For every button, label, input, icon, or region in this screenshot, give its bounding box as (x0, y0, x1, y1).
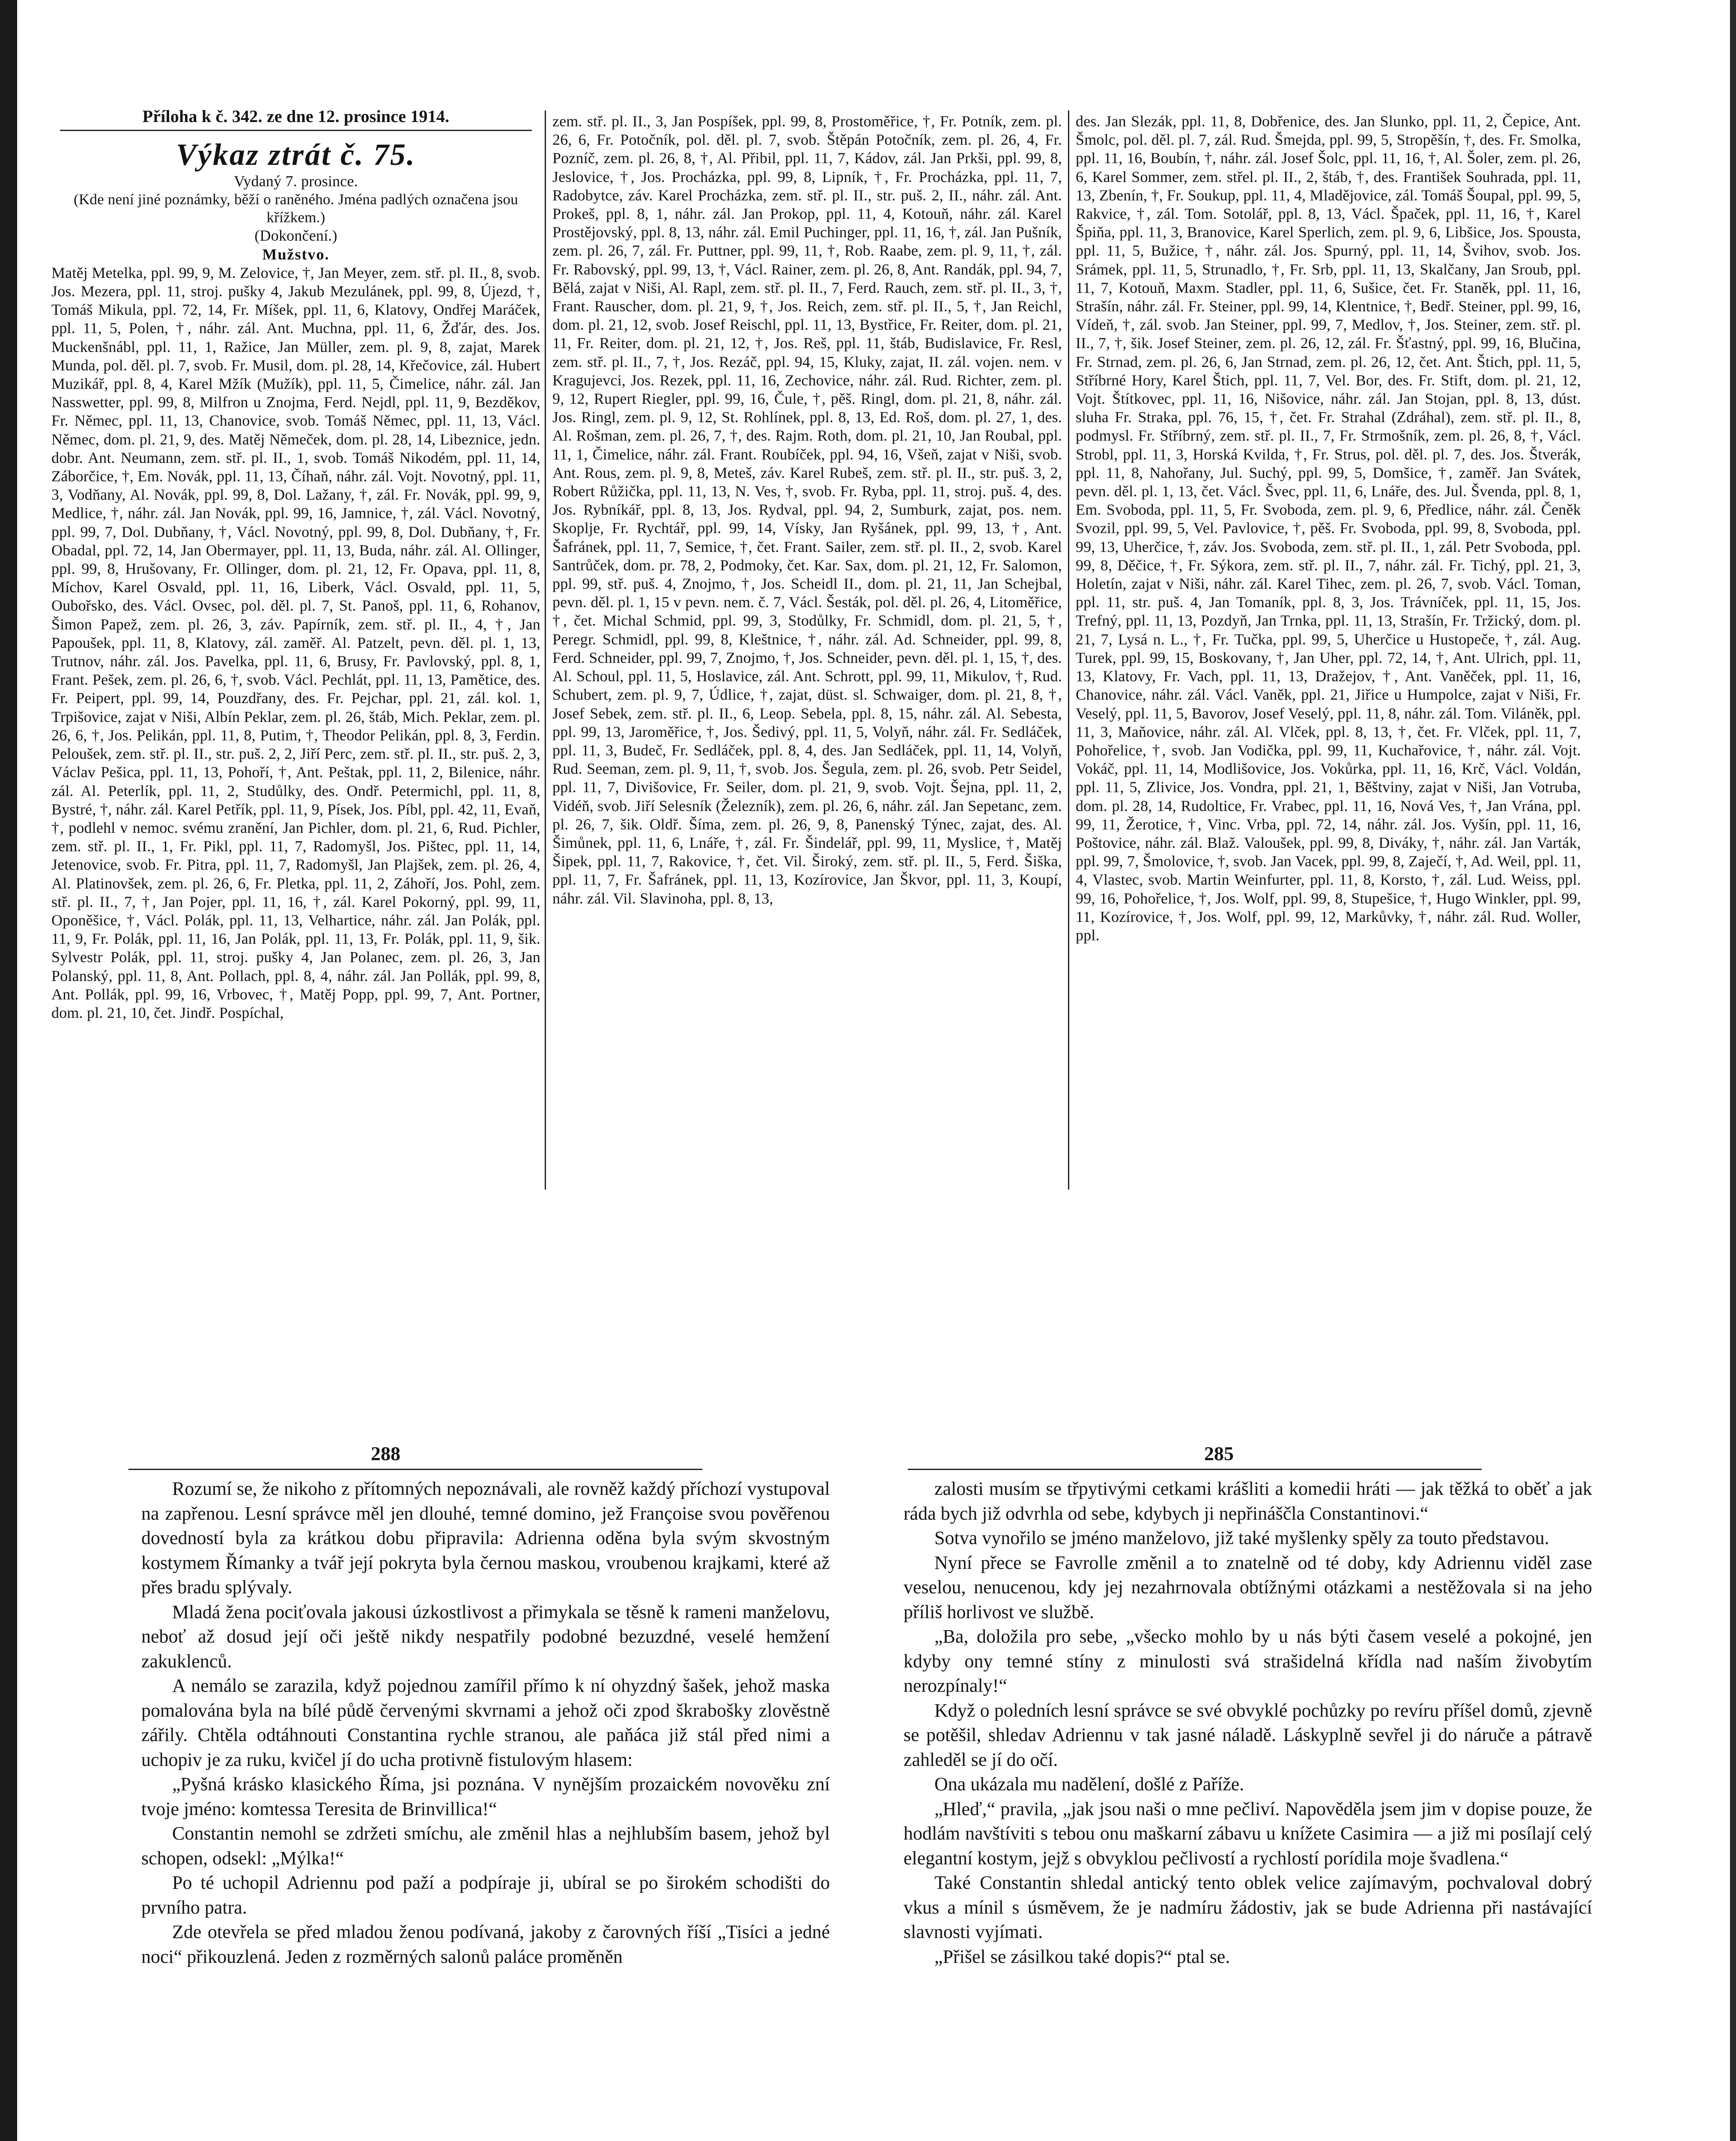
page-title: Výkaz ztrát č. 75. (176, 137, 416, 172)
novel-paragraph: Constantin nemohl se zdržeti smíchu, ale změnil hlas a nejhlubším basem, jehož byl schopen, odsekl: „Mýlka!“ (141, 1823, 830, 1869)
novel-paragraph: Sotva vynořilo se jméno manželovo, již také myšlenky spěly za touto představou. (934, 1527, 1549, 1548)
novel-paragraph: „Pyšná krásko klasického Říma, jsi poznána. V nynějším prozaickém novověku zní tvoje jméno: komtessa Teresita de Brinvillica!“ (141, 1774, 830, 1819)
list-column-1 (51, 107, 540, 1186)
continuation-note: (Dokončení.) (254, 227, 337, 245)
novel-paragraph: Rozumí se, že nikoho z přítomných nepoznávali, ale rovněž každý příchozí vystupoval na zapřenou. Lesní správce měl jen dlouhé, temné domino, jež Françoise svou pověřenou dovedností byla za krátkou dobu připravila: Adrienna oděna byla svým skvostným kostymem Římanky a tvář její pokryta byla černou maskou, vroubenou krajkami, které až přes bradu splývaly. (141, 1478, 830, 1598)
legend-note: (Kde není jiné poznámky, běží o raněného. Jména padlých označena jsou křížkem.) (74, 191, 518, 226)
novel-column-left (141, 1476, 830, 2141)
novel-paragraph: „Ba, doložila pro sebe, „všecko mohlo by u nás býti časem veselé a pokojné, jen kdyby ony temné stíny z minulosti svá strašidelná křídla nad naším živobytím nerozpínaly!“ (904, 1626, 1592, 1696)
casualty-list-text: zem. stř. pl. II., 3, Jan Pospíšek, ppl. 99, 8, Prostoměřice, †, Fr. Potník, zem. pl. 26, 6, Fr. Potočník, pol. děl. pl. 7, svob. Štěpán Potočník, zem. pl. 26, 4, Fr. Pozníč, zem. pl. 26, 8, †, Al. Přibil, ppl. 11, 7, Kádov, zál. Jan Prkši, ppl. 99, 8, Jeslovice, †, Jos. Procházka, ppl. 99, 8, Lipník, †, Fr. Procházka, ppl. 11, 7, Radobytce, záv. Karel Procházka, zem. stř. pl. II., str. puš. 2, II., náhr. zál. Ant. Prokeš, ppl. 8, 1, náhr. zál. Jan Prokop, ppl. 11, 4, Kotouň, náhr. zál. Karel Prostějovský, ppl. 8, 13, náhr. zál. Emil Puchinger, ppl. 11, 16, †, zál. Jan Pušník, zem. pl. 26, 7, zál. Fr. Puttner, ppl. 99, 11, †, Rob. Raabe, zem. pl. 9, 11, †, zál. Fr. Rabovský, ppl. 99, 13, †, Václ. Rainer, zem. pl. 26, 8, Ant. Randák, ppl. 94, 7, Bělá, zajat v Niši, Al. Rapl, zem. stř. pl. II., 7, Ferd. Rauch, zem. stř. pl. II., 3, †, Frant. Rauscher, dom. pl. 21, 9, †, Jos. Reich, zem. stř. pl. II., 5, †, Jan Reichl, dom. pl. 21, 12, svob. Josef Reischl, ppl. 11, 13, Bystřice, Fr. Reiter, dom. pl. 21, 11, Fr. Reiter, dom. pl. 21, 12, †, Jos. Reš, ppl. 11, štáb, Budislavice, Fr. Resl, zem. stř. pl. II., 7, †, Jos. Rezáč, ppl. 94, 15, Kluky, zajat, II. zál. vojen. nem. v Kragujevci, Jos. Rezek, ppl. 11, 16, Zechovice, náhr. zál. Rud. Richter, zem. pl. 9, 12, Rupert Riegler, ppl. 99, 16, Čule, †, pěš. Ringl, dom. pl. 21, 8, náhr. zál. Jos. Ringl, zem. pl. 9, 12, St. Rohlínek, ppl. 8, 13, Ed. Roš, dom. pl. 27, 1, des. Al. Rošman, zem. pl. 26, 7, †, des. Rajm. Roth, dom. pl. 21, 10, Jan Roubal, ppl. 11, 1, Čimelice, náhr. zál. Frant. Roubíček, ppl. 94, 16, Všeň, zajat v Niši, svob. Ant. Rous, zem. pl. 9, 8, Meteš, záv. Karel Rubeš, zem. stř. pl. II., str. puš. 3, 2, Robert Růžička, ppl. 11, 13, N. Ves, †, svob. Fr. Ryba, ppl. 11, stroj. puš. 4, des. Jos. Rybníkář, ppl. 8, 13, Jos. Rydval, ppl. 94, 2, Sumburk, zajat, pos. nem. Skoplje, Fr. Rychtář, ppl. 99, 14, Vísky, Jan Ryšánek, ppl. 99, 13, †, Ant. Šafránek, ppl. 11, 7, Semice, †, čet. Frant. Sailer, zem. stř. pl. II., 2, svob. Karel Santrůček, dom. pr. 78, 2, Podmoky, čet. Kar. Sax, dom. pl. 21, 12, Fr. Salomon, ppl. 99, stř. puš. 4, Znojmo, †, Jos. Scheidl II., dom. pl. 21, 11, Jan Schejbal, pevn. děl. pl. 1, 15 v pevn. nem. č. 7, Václ. Šesták, pol. děl. pl. 26, 4, Litoměřice, †, čet. Michal Schmid, ppl. 99, 3, Stodůlky, Fr. Schmidl, dom. pl. 21, 5, †, Peregr. Schmidl, ppl. 99, 8, Kleštnice, †, náhr. zál. Ad. Schneider, ppl. 99, 8, Ferd. Schneider, ppl. 99, 7, Znojmo, †, Jos. Schneider, pevn. děl. pl. 1, 15, †, des. Al. Schoul, ppl. 11, 5, Hoslavice, zál. Ant. Schrott, ppl. 99, 11, Mikulov, †, Rud. Schubert, zem. pl. 9, 7, Údlice, †, zajat, düst. sl. Schwaiger, dom. pl. 21, 8, †, Josef Sebek, zem. stř. pl. II., 6, Leop. Sebela, ppl. 8, 15, náhr. zál. Al. Sebesta, ppl. 99, 13, Jaroměřice, †, Jos. Šedivý, ppl. 11, 5, Volyň, náhr. zál. Fr. Sedláček, ppl. 11, 3, Budeč, Fr. Sedláček, ppl. 8, 4, des. Jan Sedláček, ppl. 11, 14, Volyň, Rud. Seeman, zem. pl. 9, 11, †, svob. Jos. Šegula, zem. pl. 26, svob. Petr Seidel, ppl. 11, 7, Divišovice, Fr. Seiler, dom. pl. 21, 9, svob. Vojt. Šejna, ppl. 11, 2, Vidéň, svob. Jiří Selesník (Železník), zem. pl. 26, 6, náhr. zál. Jan Sepetanc, zem. pl. 26, 7, šik. Oldř. Šíma, zem. pl. 26, 9, 8, Panenský Týnec, zajat, des. Al. Šimůnek, ppl. 11, 6, Lnáře, †, zál. Fr. Šindelář, ppl. 99, 11, Myslice, †, Matěj Šipek, ppl. 11, 7, Rakovice, †, čet. Vil. Široký, zem. stř. pl. II., 5, Ferd. Šiška, ppl. 11, 7, Fr. Šafránek, ppl. 11, 13, Kozírovice, Jan Škvor, ppl. 11, 3, Koupí, náhr. zál. Vil. Slavinoha, ppl. 8, 13, (552, 113, 1062, 907)
scan-edge-left (0, 0, 17, 2141)
novel-paragraph: Zde otevřela se před mladou ženou podívaná, jakoby z čarovných říší „Tisíci a jedné noci“ přikouzlená. Jeden z rozměrných salonů paláce proměněn (141, 1921, 830, 1967)
novel-paragraph: Když o poledních lesní správce se své obvyklé pochůzky po revíru příšel domů, zjevně se potěšil, shledav Adriennu v tak jasné náladě. Láskyplně sevřel ji do náruče a pátravě zahleděl se jí do očí. (904, 1700, 1592, 1770)
novel-paragraph: „Hleď,“ pravila, „jak jsou naši o mne pečliví. Napověděla jsem jim v dopise pouze, že hodlám navštíviti s tebou onu maškarní zábavu u knížete Casimira — a již mi posílají celý elegantní kostym, jejž s obvyklou pečlivostí a rychlostí porídila moje švadlena.“ (904, 1798, 1592, 1869)
list-column-3 (1076, 112, 1581, 1191)
issued-date: Vydaný 7. prosince. (234, 173, 358, 190)
novel-paragraph: Nyní přece se Favrolle změnil a to znatelně od té doby, kdy Adriennu viděl zase veselou, nenucenou, kdy jej nezahrnovala obtížnými otázkami a nestěžovala si na jeho příliš horlivost ve službě. (904, 1552, 1592, 1622)
casualty-list-text: Matěj Metelka, ppl. 99, 9, M. Zelovice, †, Jan Meyer, zem. stř. pl. II., 8, svob. Jos. Mezera, ppl. 11, stroj. pušky 4, Jakub Mezulánek, ppl. 99, 8, Újezd, †, Tomáš Mikula, ppl. 72, 14, Fr. Míšek, ppl. 11, 6, Klatovy, Ondřej Maráček, ppl. 11, 5, Polen, †, náhr. zál. Ant. Muchna, ppl. 11, 6, Žďár, des. Jos. Muckenšnábl, ppl. 11, 1, Ražice, Jan Müller, zem. pl. 9, 8, zajat, Marek Munda, pol. děl. pl. 7, svob. Fr. Musil, dom. pl. 28, 14, Křečovice, zál. Hubert Muzikář, ppl. 8, 4, Karel Mžík (Mužík), ppl. 11, 5, Čimelice, náhr. zál. Jan Nasswetter, ppl. 99, 8, Milfron u Znojma, Ferd. Nejdl, ppl. 11, 9, Bezděkov, Fr. Němec, ppl. 11, 13, Chanovice, svob. Tomáš Němec, ppl. 11, 13, Václ. Němec, dom. pl. 21, 9, des. Matěj Němeček, dom. pl. 28, 14, Libeznice, jedn. dobr. Ant. Neumann, zem. stř. pl. II., 1, svob. Tomáš Nikodém, ppl. 11, 14, Záborčice, †, Em. Novák, ppl. 11, 13, Číhaň, náhr. zál. Vojt. Novotný, ppl. 11, 3, Vodňany, Al. Novák, ppl. 99, 8, Dol. Lažany, †, zál. Fr. Novák, ppl. 99, 9, Medlice, †, náhr. zál. Jan Novák, ppl. 99, 16, Jamnice, †, zál. Václ. Novotný, ppl. 99, 7, Dol. Dubňany, †, Václ. Novotný, ppl. 99, 8, Dol. Dubňany, †, Fr. Obadal, ppl. 72, 14, Jan Obermayer, ppl. 11, 13, Buda, náhr. zál. Al. Ollinger, ppl. 99, 8, Hrušovany, Fr. Ollinger, dom. pl. 21, 12, Fr. Opava, ppl. 11, 8, Míchov, Karel Osvald, ppl. 11, 16, Liberk, Václ. Osvald, ppl. 11, 5, Oubořsko, des. Václ. Ovsec, pol. děl. pl. 7, St. Panoš, ppl. 11, 6, Rohanov, Šimon Papež, zem. pl. 26, 3, záv. Papírník, zem. stř. pl. II., 4, †, Jan Papoušek, ppl. 11, 8, Klatovy, zál. zaměř. Al. Patzelt, pevn. děl. pl. 1, 13, Trutnov, náhr. zál. Jos. Pavelka, ppl. 11, 6, Brusy, Fr. Pavlovský, ppl. 8, 1, Frant. Pešek, zem. pl. 26, 6, †, svob. Václ. Pechlát, ppl. 11, 13, Pamětice, des. Fr. Peipert, ppl. 99, 14, Pouzdřany, des. Fr. Pejchar, ppl. 21, zál. kol. 1, Trpišovice, zajat v Niši, Albín Peklar, zem. pl. 26, štáb, Mich. Peklar, zem. pl. 26, 6, †, Jos. Pelikán, ppl. 11, 8, Putim, †, Theodor Pelikán, ppl. 8, 3, Ferdin. Peloušek, zem. stř. pl. II., str. puš. 2, 2, Jiří Perc, zem. stř. pl. II., str. puš. 2, 3, Václav Pešica, ppl. 11, 13, Pohoří, †, Ant. Peštak, ppl. 11, 2, Bilenice, náhr. zál. Al. Peterlík, ppl. 11, 2, Studůlky, des. Ondř. Petermichl, ppl. 11, 8, Bystré, †, náhr. zál. Karel Petřík, ppl. 11, 9, Písek, Jos. Píbl, ppl. 42, 11, Evaň, †, podlehl v nemoc. svému zranění, Jan Pichler, dom. pl. 21, 6, Rud. Pichler, zem. stř. pl. II., 1, Fr. Pikl, ppl. 11, 7, Radomyšl, Jos. Pištec, ppl. 11, 14, Jetenovice, svob. Fr. Pitra, ppl. 11, 7, Radomyšl, Jan Plajšek, zem. pl. 26, 4, Al. Platinovšek, zem. pl. 26, 6, Fr. Pletka, ppl. 11, 2, Záhoří, Jos. Pohl, zem. stř. pl. II., 7, †, Jan Pojer, ppl. 11, 16, †, zál. Karel Pokorný, ppl. 99, 11, Oponěšice, †, Václ. Polák, ppl. 11, 13, Velhartice, náhr. zál. Jan Polák, ppl. 11, 9, Fr. Polák, ppl. 11, 16, Jan Polák, ppl. 11, 13, Fr. Polák, ppl. 11, 9, šik. Sylvestr Polák, ppl. 11, stroj. pušky 4, Jan Polanec, zem. pl. 26, 3, Jan Polanský, ppl. 11, 8, Ant. Pollach, ppl. 8, 4, náhr. zál. Jan Pollák, ppl. 99, 8, Ant. Pollák, ppl. 99, 16, Vrbovec, †, Matěj Popp, ppl. 99, 7, Ant. Portner, dom. pl. 21, 10, čet. Jindř. Pospíchal, (51, 264, 540, 1021)
column-divider (1068, 110, 1069, 1190)
page-number-rule (908, 1469, 1482, 1470)
list-column-2 (552, 112, 1062, 1191)
page-number-rule (128, 1469, 702, 1470)
scan-edge-right (1730, 0, 1736, 2141)
novel-column-right (904, 1476, 1592, 2141)
column-divider (545, 110, 546, 1190)
novel-paragraph: „Přišel se zásilkou také dopis?“ ptal se. (934, 1946, 1230, 1967)
supplement-header: Příloha k č. 342. ze dne 12. prosince 1914. (142, 107, 450, 126)
casualty-list-text: des. Jan Slezák, ppl. 11, 8, Dobřenice, des. Jan Slunko, ppl. 11, 2, Čepice, Ant. Šmolc, pol. děl. pl. 7, zál. Rud. Šmejda, ppl. 99, 5, Stropěšín, †, des. Fr. Smolka, ppl. 11, 16, Boubín, †, náhr. zál. Josef Šolc, ppl. 11, 16, †, Al. Šoler, zem. pl. 26, 6, Karel Sommer, zem. střel. pl. II., 2, štáb, †, des. František Souhrada, ppl. 11, 13, Zbenín, †, Fr. Soukup, ppl. 11, 4, Mladějovice, zál. Tomáš Šoupal, ppl. 99, 5, Rakvice, †, zál. Tom. Sotolář, ppl. 8, 13, Václ. Špaček, ppl. 11, 16, †, Karel Špiňa, ppl. 11, 3, Branovice, Karel Sperlich, zem. pl. 9, 6, Libšice, Jos. Spousta, ppl. 11, 5, Bužice, †, náhr. zál. Jos. Spurný, ppl. 11, 14, Švihov, svob. Jos. Srámek, ppl. 11, 5, Strunadlo, †, Fr. Srb, ppl. 11, 13, Skalčany, Jan Sroub, ppl. 11, 7, Kotouň, Maxm. Stadler, ppl. 11, 6, Sušice, čet. Fr. Staněk, ppl. 11, 16, Strašín, náhr. zál. Fr. Steiner, ppl. 99, 14, Klentnice, †, Bedř. Steiner, ppl. 99, 16, Vídeň, †, zál. svob. Jan Steiner, ppl. 99, 7, Medlov, †, Jos. Steiner, zem. stř. pl. II., 7, †, šik. Josef Steiner, zem. pl. 26, 12, zál. Fr. Šťastný, ppl. 99, 16, Blučina, Fr. Strnad, zem. pl. 26, 6, Jan Strnad, zem. pl. 26, 12, čet. Ant. Štich, ppl. 11, 5, Stříbrné Hory, Karel Štich, ppl. 11, 7, Vel. Bor, des. Fr. Stift, dom. pl. 21, 12, Vojt. Štítkovec, ppl. 11, 16, Nišovice, náhr. zál. Jan Stojan, ppl. 8, 13, dúst. sluha Fr. Straka, ppl. 76, 15, †, čet. Fr. Strahal (Zdráhal), zem. stř. pl. II., 8, podmysl. Fr. Stříbrný, zem. stř. pl. II., 7, Fr. Strmošník, zem. pl. 26, 8, †, Václ. Strobl, ppl. 11, 3, Horská Kvilda, †, Fr. Strus, pol. děl. pl. 7, des. Jos. Štverák, ppl. 11, 8, Nahořany, Jul. Suchý, ppl. 99, 5, Domšice, †, zaměř. Jan Svátek, pevn. děl. pl. 1, 13, čet. Václ. Švec, ppl. 11, 6, Lnáře, des. Jul. Švenda, ppl. 8, 1, Em. Svoboda, ppl. 11, 5, Fr. Svoboda, zem. pl. 9, 6, Předlice, náhr. zál. Čeněk Svozil, ppl. 99, 5, Vel. Pavlovice, †, pěš. Fr. Svoboda, ppl. 99, 8, Svoboda, ppl. 99, 13, Uherčice, †, záv. Jos. Svoboda, zem. stř. pl. II., 1, zál. Petr Svoboda, ppl. 99, 8, Děčice, †, Fr. Sýkora, zem. stř. pl. II., 7, náhr. zál. Fr. Tichý, ppl. 21, 3, Holetín, zajat v Niši, náhr. zál. Karel Tihec, zem. pl. 26, 7, svob. Václ. Toman, ppl. 11, str. puš. 4, Jan Tomaník, ppl. 8, 3, Jos. Trávníček, ppl. 11, 15, Jos. Trefný, ppl. 11, 13, Pozdyň, Jan Trnka, ppl. 11, 13, Strašín, Fr. Tržický, dom. pl. 21, 7, Lysá n. L., †, Fr. Tučka, ppl. 99, 5, Uherčice u Hustopeče, †, zál. Aug. Turek, ppl. 99, 15, Boskovany, †, Jan Uher, ppl. 72, 14, †, Ant. Ulrich, ppl. 11, 13, Klatovy, Fr. Vach, ppl. 11, 13, Dražejov, †, Ant. Vaněček, ppl. 11, 16, Chanovice, náhr. zál. Václ. Vaněk, ppl. 21, Jiřice u Humpolce, zajat v Niši, Fr. Veselý, ppl. 11, 5, Bavorov, Josef Veselý, ppl. 11, 8, náhr. zál. Tom. Viláněk, ppl. 11, 3, Maňovice, náhr. zál. Al. Vlček, ppl. 8, 13, †, čet. Fr. Vlček, ppl. 11, 7, Pohořelice, †, svob. Jan Vodička, ppl. 99, 11, Kuchařovice, †, náhr. zál. Vojt. Vokáč, ppl. 11, 14, Modlišovice, Jos. Vokůrka, ppl. 11, 16, Krč, Václ. Voldán, ppl. 11, 5, Zlivice, Jos. Vondra, ppl. 21, 1, Běštviny, zajat v Niši, Jan Votruba, dom. pl. 28, 14, Rudoltice, Fr. Vrabec, ppl. 11, 16, Nová Ves, †, Jan Vrána, ppl. 99, 11, Žerotice, †, Vinc. Vrba, ppl. 72, 14, náhr. zál. Jos. Vyšín, ppl. 11, 16, Poštovice, náhr. zál. Blaž. Valoušek, ppl. 99, 8, Diváky, †, náhr. zál. Jan Varták, ppl. 99, 7, Šmolovice, †, svob. Jan Vacek, ppl. 99, 8, Zaječí, †, Ad. Weil, ppl. 11, 4, Vlastec, svob. Martin Weinfurter, ppl. 11, 8, Korsto, †, zál. Lud. Weiss, ppl. 99, 16, Pohořelice, †, Jos. Wolf, ppl. 99, 8, Stupešice, †, Hugo Winkler, ppl. 99, 11, Kozírovice, †, Jos. Wolf, ppl. 99, 12, Markůvky, †, náhr. zál. Rud. Woller, ppl. (1076, 113, 1581, 944)
novel-paragraph: Mladá žena pociťovala jakousi úzkostlivost a přimykala se těsně k rameni manželovu, neboť až dosud její oči ještě nikdy nespatřily podobné bezuzdné, veselé hemžení zakuklenců. (141, 1601, 830, 1672)
header-rule (60, 130, 532, 131)
novel-paragraph: zalosti musím se třpytivými cetkami krášliti a komedii hráti — jak těžká to oběť a jak ráda bych již odvrhla od sebe, kdybych ji nepřináščla Constantinovi.“ (904, 1478, 1592, 1524)
page-number-left: 288 (371, 1443, 400, 1464)
novel-paragraph: Ona ukázala mu nadělení, došlé z Paříže. (934, 1774, 1244, 1795)
novel-paragraph: Také Constantin shledal antický tento oblek velice zajímavým, pochvaloval dobrý vkus a mínil s úsměvem, že je nadmíru žádostiv, jak se bude Adrienna při nastávající slavnosti vyjímati. (904, 1872, 1592, 1942)
section-heading: Mužstvo. (262, 245, 330, 263)
novel-paragraph: Po té uchopil Adriennu pod paží a podpíraje ji, ubíral se po širokém schodišti do prvního patra. (141, 1872, 830, 1918)
page-number-right: 285 (1204, 1443, 1234, 1464)
novel-paragraph: A nemálo se zarazila, když pojednou zamířil přímo k ní ohyzdný šašek, jehož maska pomalována byla na bílé půdě červenými skvrnami a jehož oči zpod škrabošky zlověstně zářily. Chtěla odtáhnouti Constantina rychle stranou, ale paňáca již stál před nimi a uchopiv je za ruku, kvičel jí do ucha protivně fistulovým hlasem: (141, 1675, 830, 1770)
